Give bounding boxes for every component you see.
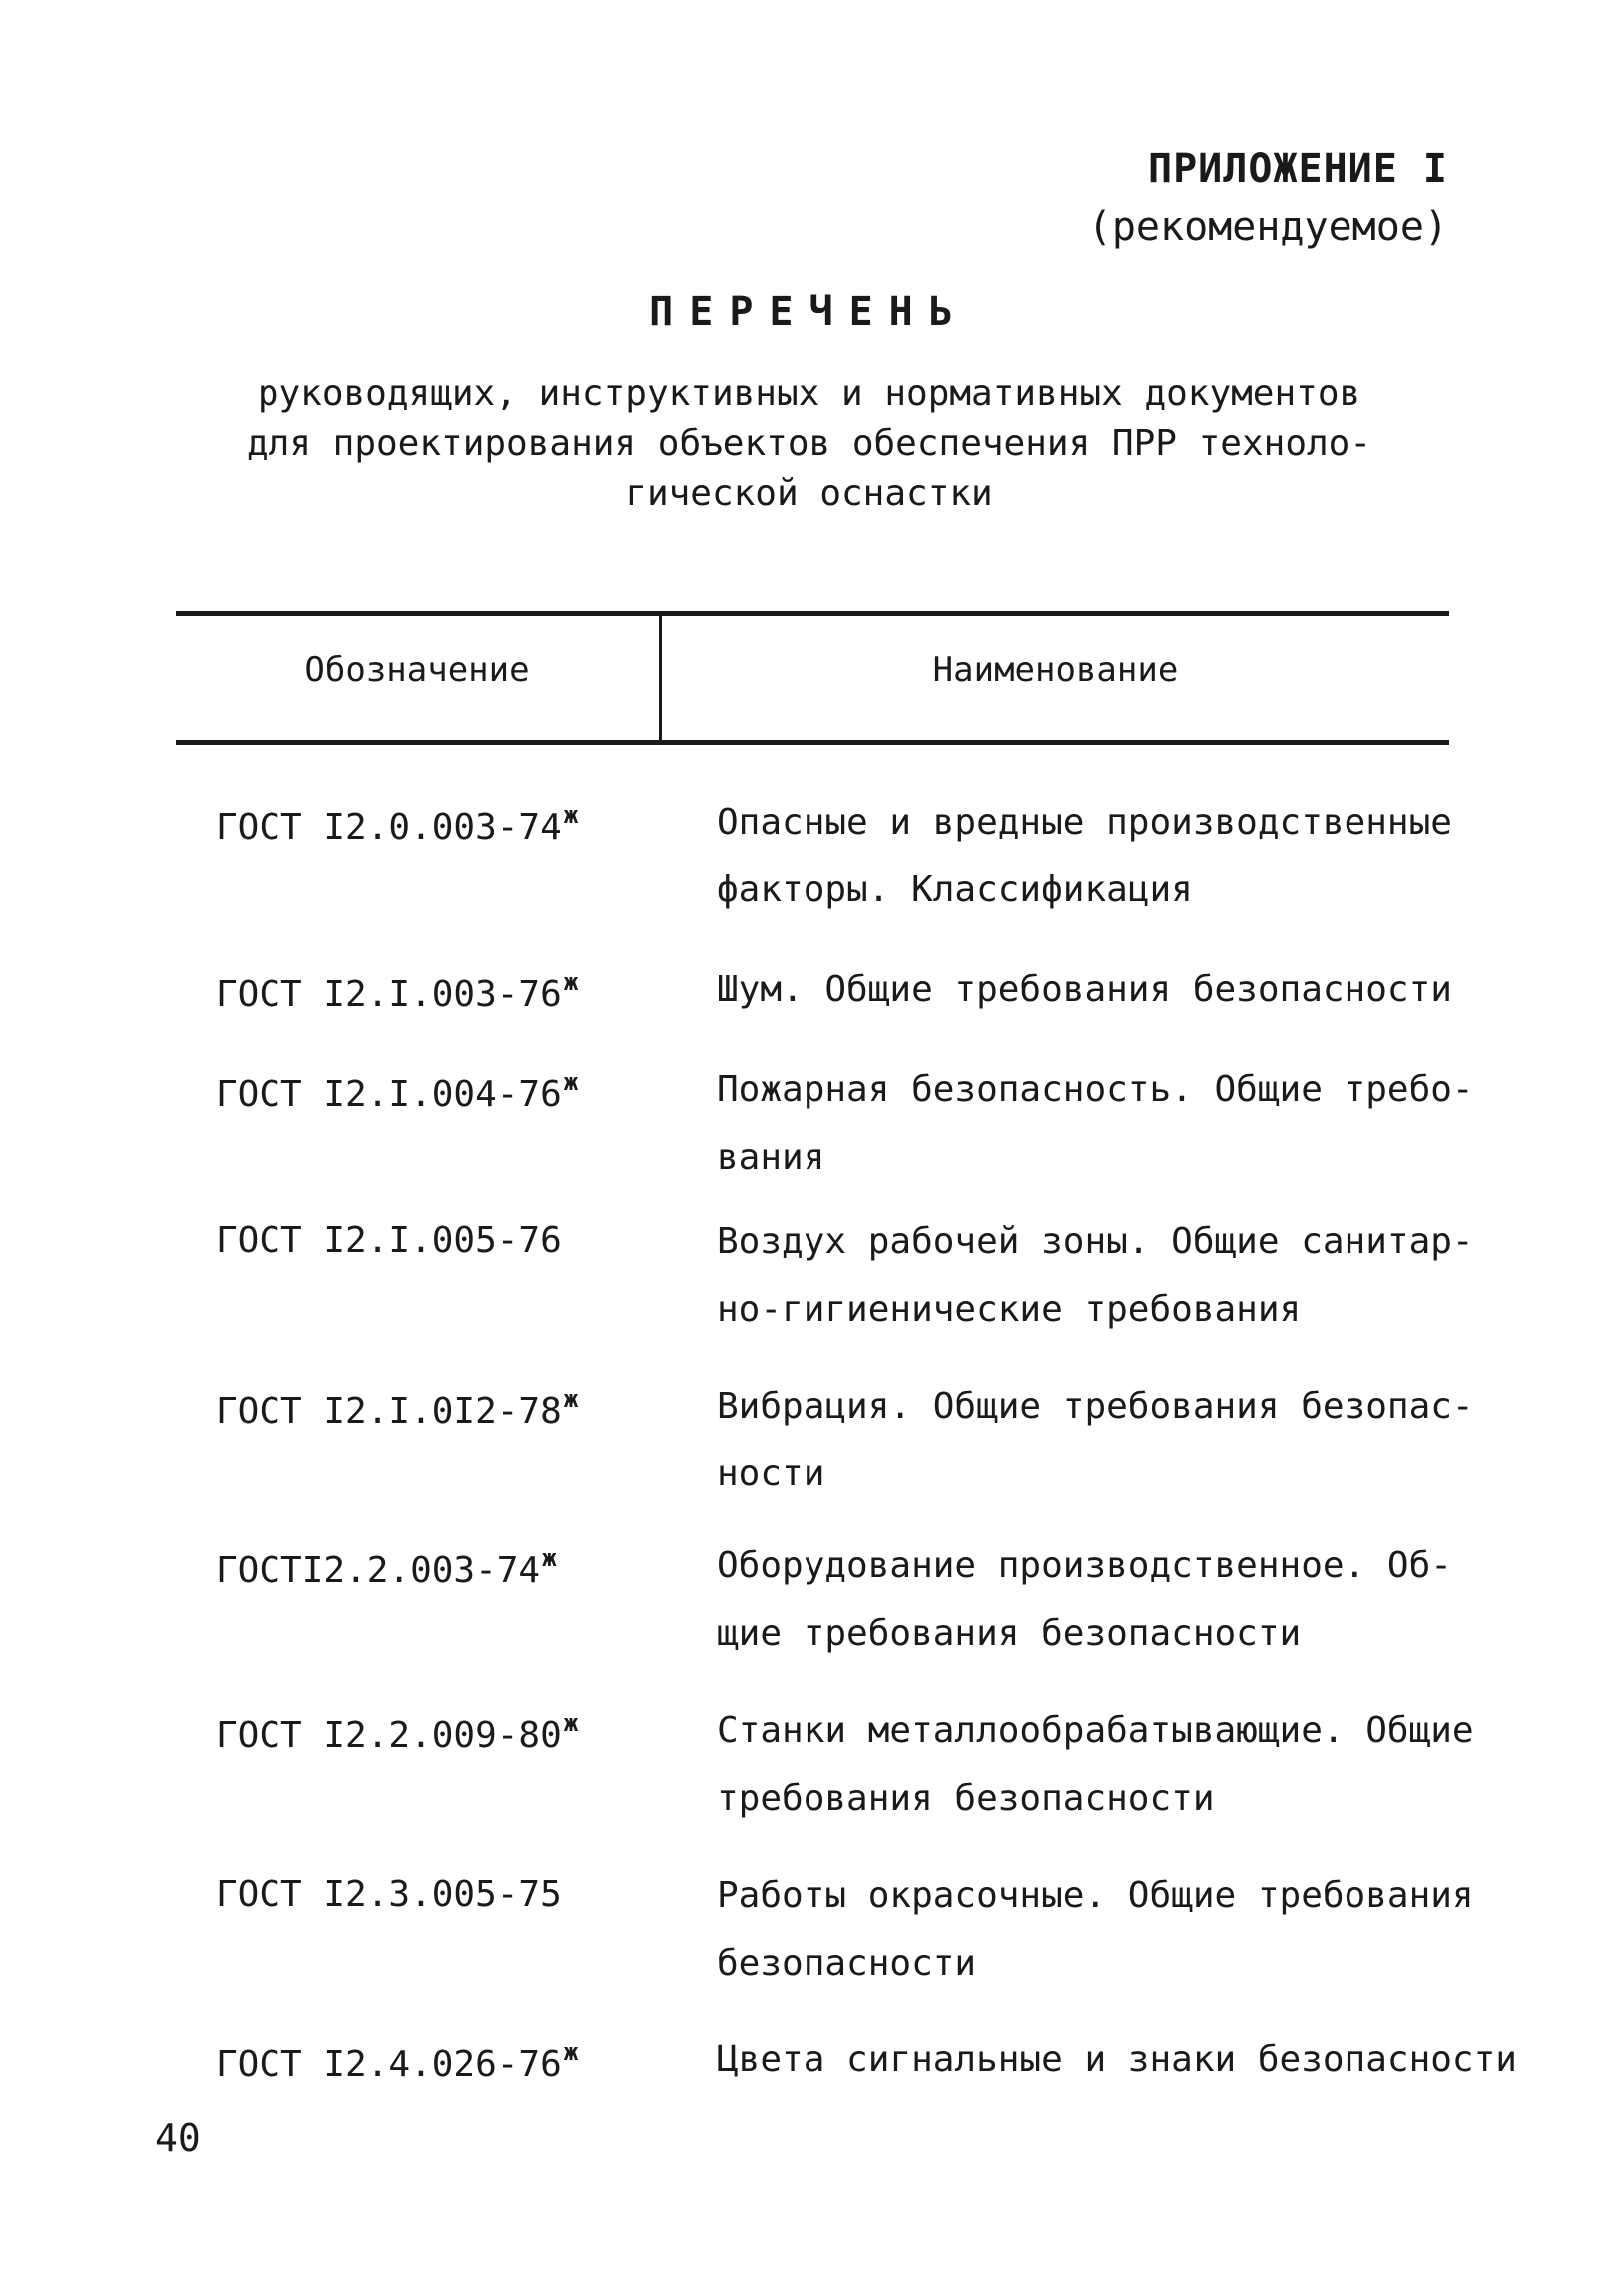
name-line: Работы окрасочные. Общие требования bbox=[717, 1875, 1474, 1916]
designation-text: ГОСТ I2.2.009-80 bbox=[216, 1715, 562, 1756]
name-line: Шум. Общие требования безопасности bbox=[717, 969, 1452, 1010]
amendment-mark: ж bbox=[542, 1544, 557, 1572]
subtitle-line-2: для проектирования объектов обеспечения ПРР техноло- bbox=[246, 423, 1372, 464]
name-line: требования безопасности bbox=[717, 1778, 1215, 1819]
row-name bbox=[717, 1862, 1495, 1998]
amendment-mark: ж bbox=[563, 1385, 579, 1413]
designation-text: ГОСТ I2.0.003-74 bbox=[216, 807, 562, 848]
row-name bbox=[717, 1208, 1495, 1344]
name-line: Пожарная безопасность. Общие требо- bbox=[717, 1069, 1474, 1110]
row-designation bbox=[216, 801, 578, 848]
designation-text: ГОСТ I2.I.005-76 bbox=[216, 1220, 562, 1261]
subtitle-line-3: гической оснастки bbox=[625, 473, 993, 514]
row-name bbox=[717, 1373, 1495, 1508]
appendix-label bbox=[1088, 140, 1448, 256]
row-name bbox=[717, 1697, 1495, 1833]
header-name: Наименование bbox=[932, 650, 1179, 690]
header-designation: Обозначение bbox=[304, 650, 530, 690]
name-line: факторы. Классификация bbox=[717, 869, 1193, 910]
row-designation bbox=[216, 1709, 578, 1756]
row-name bbox=[717, 956, 1495, 1024]
name-line: ности bbox=[717, 1453, 825, 1494]
designation-text: ГОСТ I2.I.0I2-78 bbox=[216, 1391, 562, 1432]
document-title: ПЕРЕЧЕНЬ bbox=[649, 289, 969, 335]
row-designation bbox=[216, 2038, 578, 2085]
page-number: 40 bbox=[155, 2116, 201, 2160]
name-line: Опасные и вредные производственные bbox=[717, 802, 1452, 843]
name-line: Оборудование производственное. Об- bbox=[717, 1545, 1452, 1586]
row-name bbox=[717, 1056, 1495, 1192]
amendment-mark: ж bbox=[563, 2038, 579, 2066]
amendment-mark: ж bbox=[563, 968, 579, 996]
designation-text: ГОСТ I2.3.005-75 bbox=[216, 1874, 562, 1915]
row-designation bbox=[216, 1220, 562, 1261]
row-name bbox=[717, 2026, 1517, 2094]
appendix-line-2: (рекомендуемое) bbox=[1087, 204, 1448, 250]
designation-text: ГОСТ I2.4.026-76 bbox=[216, 2044, 562, 2085]
row-name bbox=[717, 1532, 1495, 1668]
document-subtitle bbox=[200, 369, 1418, 519]
name-line: Вибрация. Общие требования безопас- bbox=[717, 1386, 1474, 1427]
appendix-line-1: ПРИЛОЖЕНИЕ I bbox=[1148, 146, 1448, 192]
row-designation bbox=[216, 1068, 578, 1115]
name-line: щие требования безопасности bbox=[717, 1613, 1302, 1654]
name-line: Цвета сигнальные и знаки безопасности bbox=[717, 2039, 1517, 2080]
row-name bbox=[717, 789, 1495, 924]
name-line: безопасности bbox=[717, 1943, 977, 1984]
name-line: вания bbox=[717, 1137, 825, 1178]
amendment-mark: ж bbox=[563, 1709, 579, 1737]
row-designation bbox=[216, 1544, 557, 1591]
row-designation bbox=[216, 968, 578, 1015]
row-designation bbox=[216, 1385, 578, 1432]
table-header bbox=[176, 611, 1449, 745]
name-line: но-гигиенические требования bbox=[717, 1289, 1302, 1330]
name-line: Воздух рабочей зоны. Общие санитар- bbox=[717, 1221, 1474, 1262]
designation-text: ГОСТ I2.I.003-76 bbox=[216, 974, 562, 1015]
amendment-mark: ж bbox=[563, 1068, 579, 1096]
designation-text: ГОСТ I2.I.004-76 bbox=[216, 1074, 562, 1115]
amendment-mark: ж bbox=[563, 801, 579, 829]
name-line: Станки металлообрабатывающие. Общие bbox=[717, 1710, 1474, 1751]
row-designation bbox=[216, 1874, 562, 1915]
subtitle-line-1: руководящих, инструктивных и нормативных документов bbox=[257, 373, 1361, 414]
designation-text: ГОСТI2.2.003-74 bbox=[216, 1550, 541, 1591]
